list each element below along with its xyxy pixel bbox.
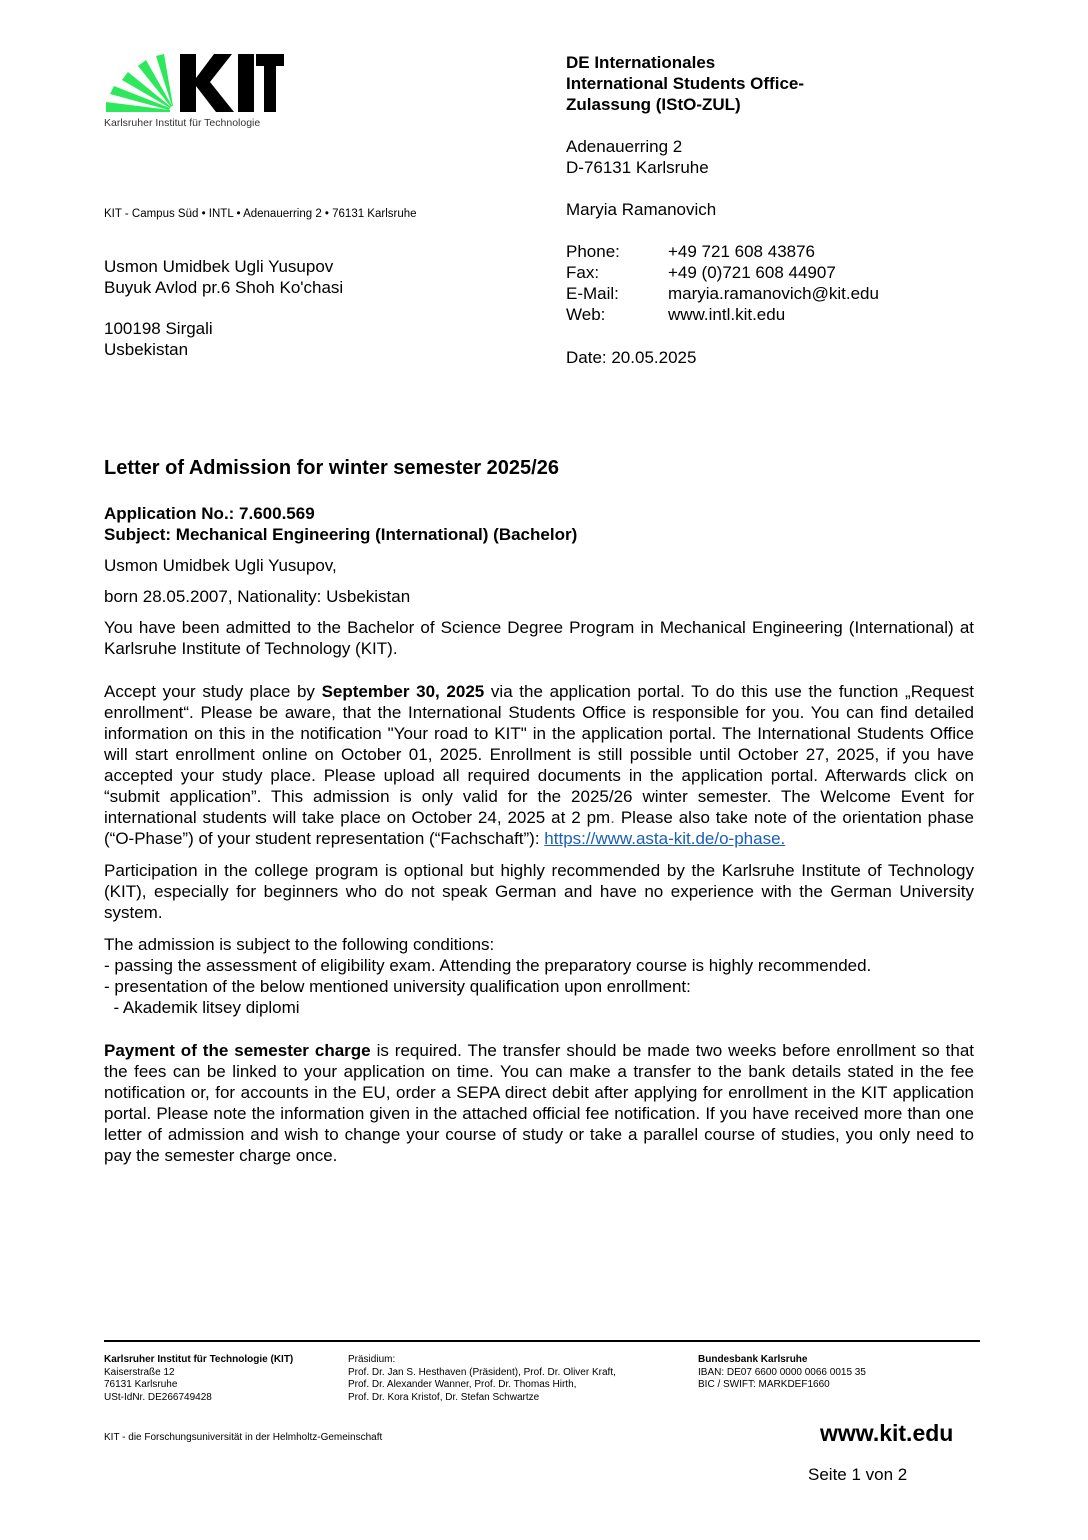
footer-line: IBAN: DE07 6600 0000 0066 0015 35 [698, 1366, 866, 1378]
sender-line-2: International Students Office- [566, 74, 805, 93]
recipient-city-block [104, 318, 213, 360]
payment-heading: Payment of the semester charge [104, 1041, 371, 1060]
footer-line: Bundesbank Karlsruhe [698, 1354, 808, 1365]
footer-line: Prof. Dr. Alexander Wanner, Prof. Dr. Thomas Hirth, [348, 1379, 577, 1390]
sender-line-3: Zulassung (IStO-ZUL) [566, 95, 741, 114]
subject-line: Subject: Mechanical Engineering (International) (Bachelor) [104, 525, 578, 544]
admission-paragraph: You have been admitted to the Bachelor of Science Degree Program in Mechanical Engineering (International) at Karlsruhe Institute of Technology (KIT). [104, 618, 974, 658]
acceptance-text-3: Please also take note of the orientation phase (“O-Phase”) of your student representation (“Fachschaft”): [104, 808, 974, 848]
salutation: Usmon Umidbek Ugli Yusupov, [104, 556, 337, 575]
condition-item: - presentation of the below mentioned university qualification upon enrollment: [104, 977, 691, 996]
contact-details [566, 241, 879, 325]
acceptance-dot: . [610, 808, 615, 827]
sender-street: Adenauerring 2 [566, 137, 683, 156]
contact-label: Web: [566, 305, 606, 324]
footer-line: Kaiserstraße 12 [104, 1366, 175, 1378]
footer-institution [104, 1354, 293, 1404]
sender-line-1: DE Internationales [566, 53, 716, 72]
footer-bank [698, 1354, 866, 1392]
footer-line: Prof. Dr. Kora Kristof, Dr. Stefan Schwartze [348, 1391, 540, 1403]
letter-body [104, 503, 974, 1166]
college-paragraph: Participation in the college program is optional but highly recommended by the Karlsruhe Institute of Technology (KIT), especially for beginners who do not speak German and have no experience with the German University system. [104, 861, 974, 922]
recipient-address [104, 256, 343, 298]
recipient-zip-city: 100198 Sirgali [104, 319, 213, 338]
acceptance-text-2: via the application portal. To do this use the function „Request enrollment“. Please be aware, that the International Students Office is responsible for you. You can find detailed information on this in the notification "Your road to KIT" in the application portal. The International Students Office will start enrollment online on October 01, 2025. Enrollment is still possible until October 27, 2025, if you have accepted your study place. Please upload all required documents in the application portal. Afterwards click on “submit application”. This admission is only valid for the 2025/26 winter semester. The Welcome Event for international students will take place on October 24, 2025 at 2 pm [104, 682, 975, 827]
sender-department [566, 52, 986, 115]
acceptance-deadline: September 30, 2025 [321, 682, 485, 701]
contact-fax [566, 262, 879, 283]
footer-line: USt-IdNr. DE266749428 [104, 1391, 212, 1403]
contact-value: maryia.ramanovich@kit.edu [668, 284, 879, 303]
sender-address [566, 136, 709, 178]
contact-web [566, 304, 879, 325]
contact-label: Phone: [566, 242, 620, 261]
payment-text: is required. The transfer should be made two weeks before enrollment so that the fees can be linked to your application on time. You can make a transfer to the bank details stated in the fee notification or, for accounts in the EU, order a SEPA direct debit after applying for enrollment in the KIT application portal. Please note the information given in the attached official fee notification. If you have received more than one letter of admission and wish to change your course of study or take a parallel course of studies, you only need to pay the semester charge once. [104, 1041, 974, 1165]
contact-value: +49 721 608 43876 [668, 242, 816, 261]
payment-paragraph [104, 1040, 974, 1166]
footer-line: Präsidium: [348, 1354, 396, 1365]
letter-title: Letter of Admission for winter semester 2025/26 [104, 457, 559, 479]
footer-line: BIC / SWIFT: MARKDEF1660 [698, 1379, 830, 1390]
contact-person: Maryia Ramanovich [566, 200, 717, 219]
condition-item: - passing the assessment of eligibility exam. Attending the preparatory course is highly recommended. [104, 956, 872, 975]
conditions-intro: The admission is subject to the following conditions: [104, 935, 495, 954]
recipient-street: Buyuk Avlod pr.6 Shoh Ko'chasi [104, 278, 344, 297]
contact-email [566, 283, 879, 304]
logo-subtitle: Karlsruher Institut für Technologie [104, 117, 261, 129]
birth-nationality: born 28.05.2007, Nationality: Usbekistan [104, 587, 411, 606]
footer-line: Prof. Dr. Jan S. Hesthaven (Präsident), Prof. Dr. Oliver Kraft, [348, 1366, 616, 1378]
footer-presidium [348, 1354, 616, 1404]
kit-logo-graphic [104, 50, 284, 120]
footer-divider [104, 1340, 980, 1342]
contact-label: E-Mail: [566, 284, 619, 303]
sender-city: D-76131 Karlsruhe [566, 158, 709, 177]
footer-line: 76131 Karlsruhe [104, 1379, 178, 1390]
letter-date: Date: 20.05.2025 [566, 348, 697, 367]
contact-label: Fax: [566, 263, 600, 282]
footer-line: Karlsruher Institut für Technologie (KIT) [104, 1354, 294, 1365]
recipient-name: Usmon Umidbek Ugli Yusupov [104, 257, 334, 276]
contact-phone [566, 241, 879, 262]
footer-website[interactable]: www.kit.edu [820, 1420, 954, 1446]
acceptance-text-1: Accept your study place by [104, 682, 322, 701]
condition-item: - Akademik litsey diplomi [104, 998, 300, 1017]
return-address-line: KIT - Campus Süd • INTL • Adenauerring 2 • 76131 Karlsruhe [104, 208, 417, 220]
application-number: Application No.: 7.600.569 [104, 504, 315, 523]
page-number: Seite 1 von 2 [808, 1465, 908, 1484]
o-phase-link[interactable]: https://www.asta-kit.de/o-phase. [544, 829, 786, 848]
acceptance-paragraph [104, 681, 974, 849]
contact-value: www.intl.kit.edu [668, 305, 786, 324]
contact-value: +49 (0)721 608 44907 [668, 263, 836, 282]
footer-tagline: KIT - die Forschungsuniversität in der Helmholtz-Gemeinschaft [104, 1432, 383, 1443]
recipient-country: Usbekistan [104, 340, 189, 359]
